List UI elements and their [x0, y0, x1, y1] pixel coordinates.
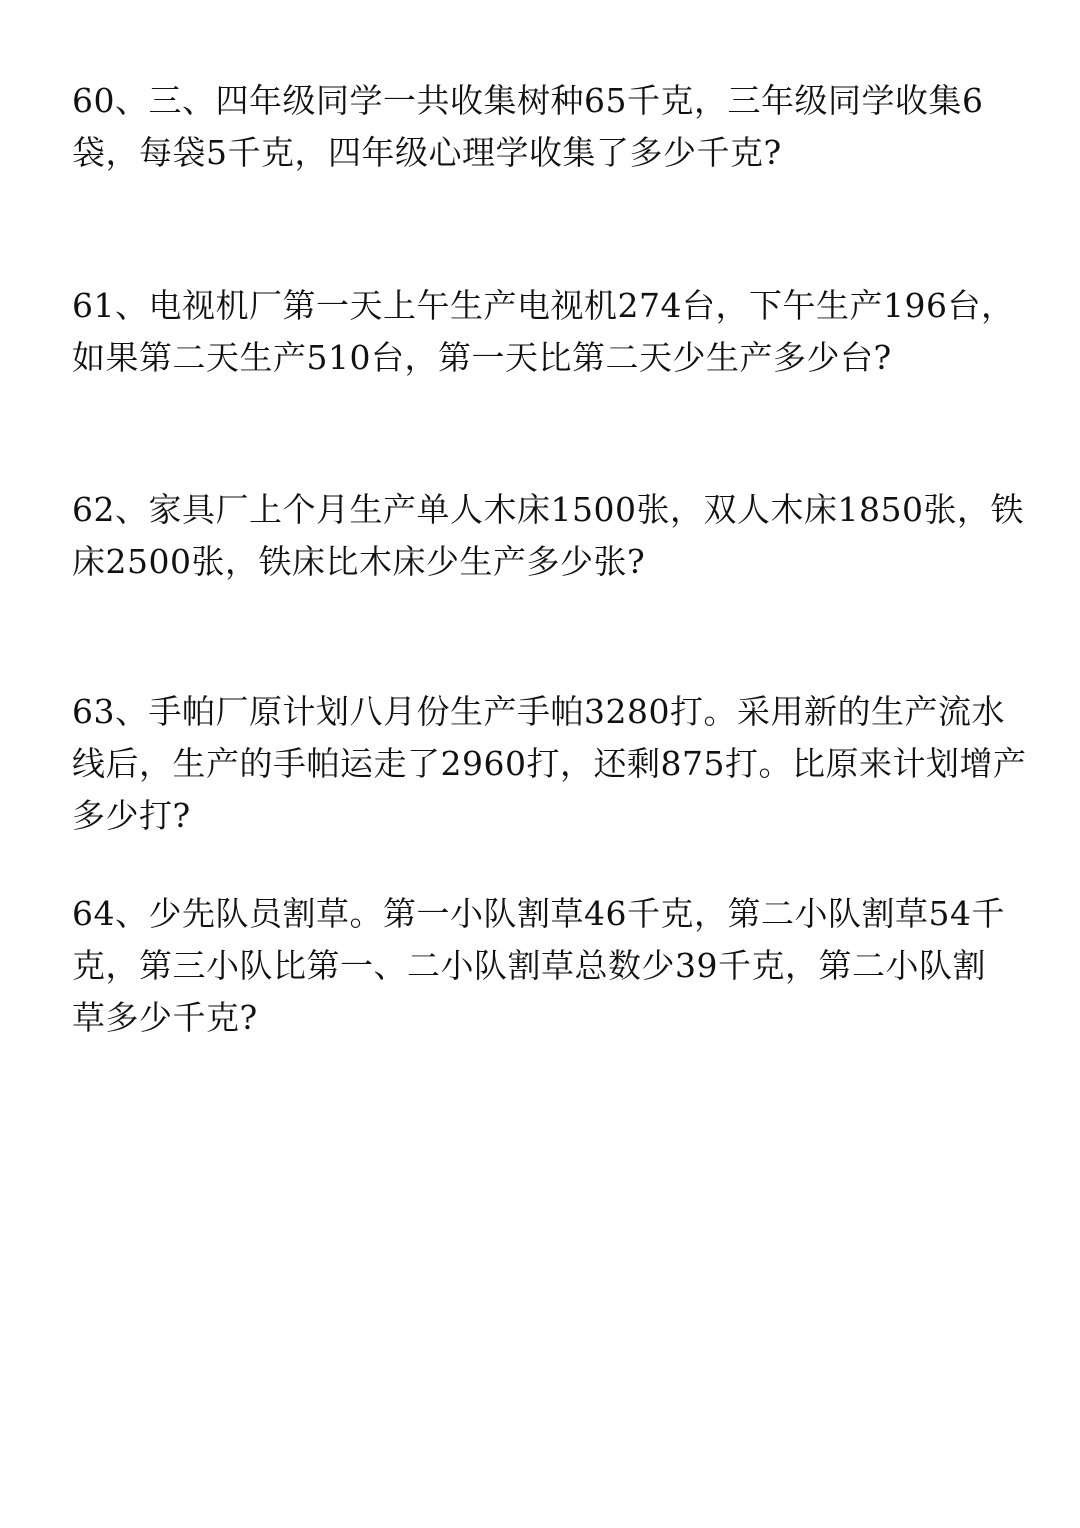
problem-line: 多少打?	[72, 796, 191, 835]
problem-line: 克，第三小队比第一、二小队割草总数少39千克，第二小队割	[72, 946, 986, 985]
problem-63	[72, 686, 1027, 842]
problem-64	[72, 888, 1005, 1044]
problem-line: 62、家具厂上个月生产单人木床1500张，双人木床1850张，铁	[72, 490, 1024, 529]
problem-line: 60、三、四年级同学一共收集树种65千克，三年级同学收集6	[72, 81, 984, 120]
problem-line: 袋，每袋5千克，四年级心理学收集了多少千克?	[72, 133, 782, 172]
problem-line: 床2500张，铁床比木床少生产多少张?	[72, 542, 646, 581]
problem-line: 草多少千克?	[72, 998, 258, 1037]
problem-line: 线后，生产的手帕运走了2960打，还剩875打。比原来计划增产	[72, 744, 1027, 783]
problem-line: 63、手帕厂原计划八月份生产手帕3280打。采用新的生产流水	[72, 692, 1005, 731]
problem-line: 64、少先队员割草。第一小队割草46千克，第二小队割草54千	[72, 894, 1005, 933]
problem-line: 如果第二天生产510台，第一天比第二天少生产多少台?	[72, 338, 892, 377]
problem-62	[72, 484, 1024, 588]
problem-line: 61、电视机厂第一天上午生产电视机274台，下午生产196台，	[72, 286, 1015, 325]
problem-60	[72, 75, 992, 179]
problem-61	[72, 280, 1015, 384]
